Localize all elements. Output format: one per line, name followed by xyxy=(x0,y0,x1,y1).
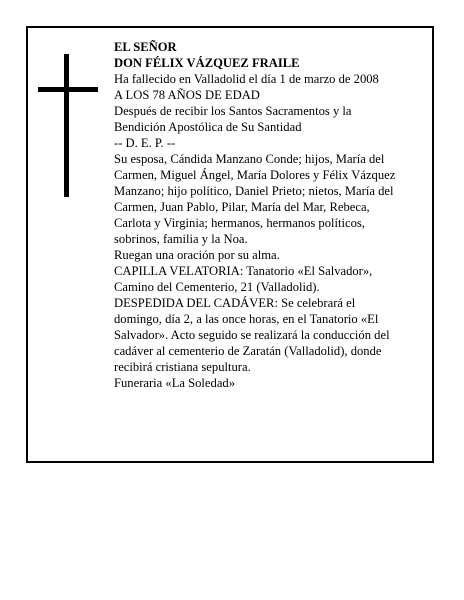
text-line: A LOS 78 AÑOS DE EDAD xyxy=(114,88,260,102)
text-line: Bendición Apostólica de Su Santidad xyxy=(114,120,302,134)
deceased-name: DON FÉLIX VÁZQUEZ FRAILE xyxy=(114,56,300,70)
text-line: Carmen, Juan Pablo, Pilar, María del Mar, Rebeca, xyxy=(114,200,370,214)
cross-vertical-bar xyxy=(64,54,69,197)
text-line: Salvador». Acto seguido se realizará la conducción del xyxy=(114,328,390,342)
text-line: Camino del Cementerio, 21 (Valladolid). xyxy=(114,280,320,294)
text-line: domingo, día 2, a las once horas, en el Tanatorio «El xyxy=(114,312,379,326)
text-line: Manzano; hijo político, Daniel Prieto; nietos, María del xyxy=(114,184,394,198)
text-line: Después de recibir los Santos Sacramentos y la xyxy=(114,104,352,118)
text-line: sobrinos, familia y la Noa. xyxy=(114,232,248,246)
text-line: Ha fallecido en Valladolid el día 1 de marzo de 2008 xyxy=(114,72,379,86)
text-line: Ruegan una oración por su alma. xyxy=(114,248,280,262)
text-line: CAPILLA VELATORIA: Tanatorio «El Salvador», xyxy=(114,264,373,278)
cross-icon xyxy=(38,54,98,197)
text-line: recibirá cristiana sepultura. xyxy=(114,360,251,374)
text-line: Funeraria «La Soledad» xyxy=(114,376,235,390)
text-line: Carmen, Miguel Ángel, María Dolores y Félix Vázquez xyxy=(114,168,396,182)
text-line: cadáver al cementerio de Zaratán (Valladolid), donde xyxy=(114,344,382,358)
obituary-text xyxy=(114,39,424,391)
title-line-1: EL SEÑOR xyxy=(114,40,177,54)
text-line: Su esposa, Cándida Manzano Conde; hijos, María del xyxy=(114,152,385,166)
text-line: -- D. E. P. -- xyxy=(114,136,176,150)
cross-horizontal-bar xyxy=(38,87,98,92)
text-line: Carlota y Virginia; hermanos, hermanos políticos, xyxy=(114,216,365,230)
text-line: DESPEDIDA DEL CADÁVER: Se celebrará el xyxy=(114,296,356,310)
